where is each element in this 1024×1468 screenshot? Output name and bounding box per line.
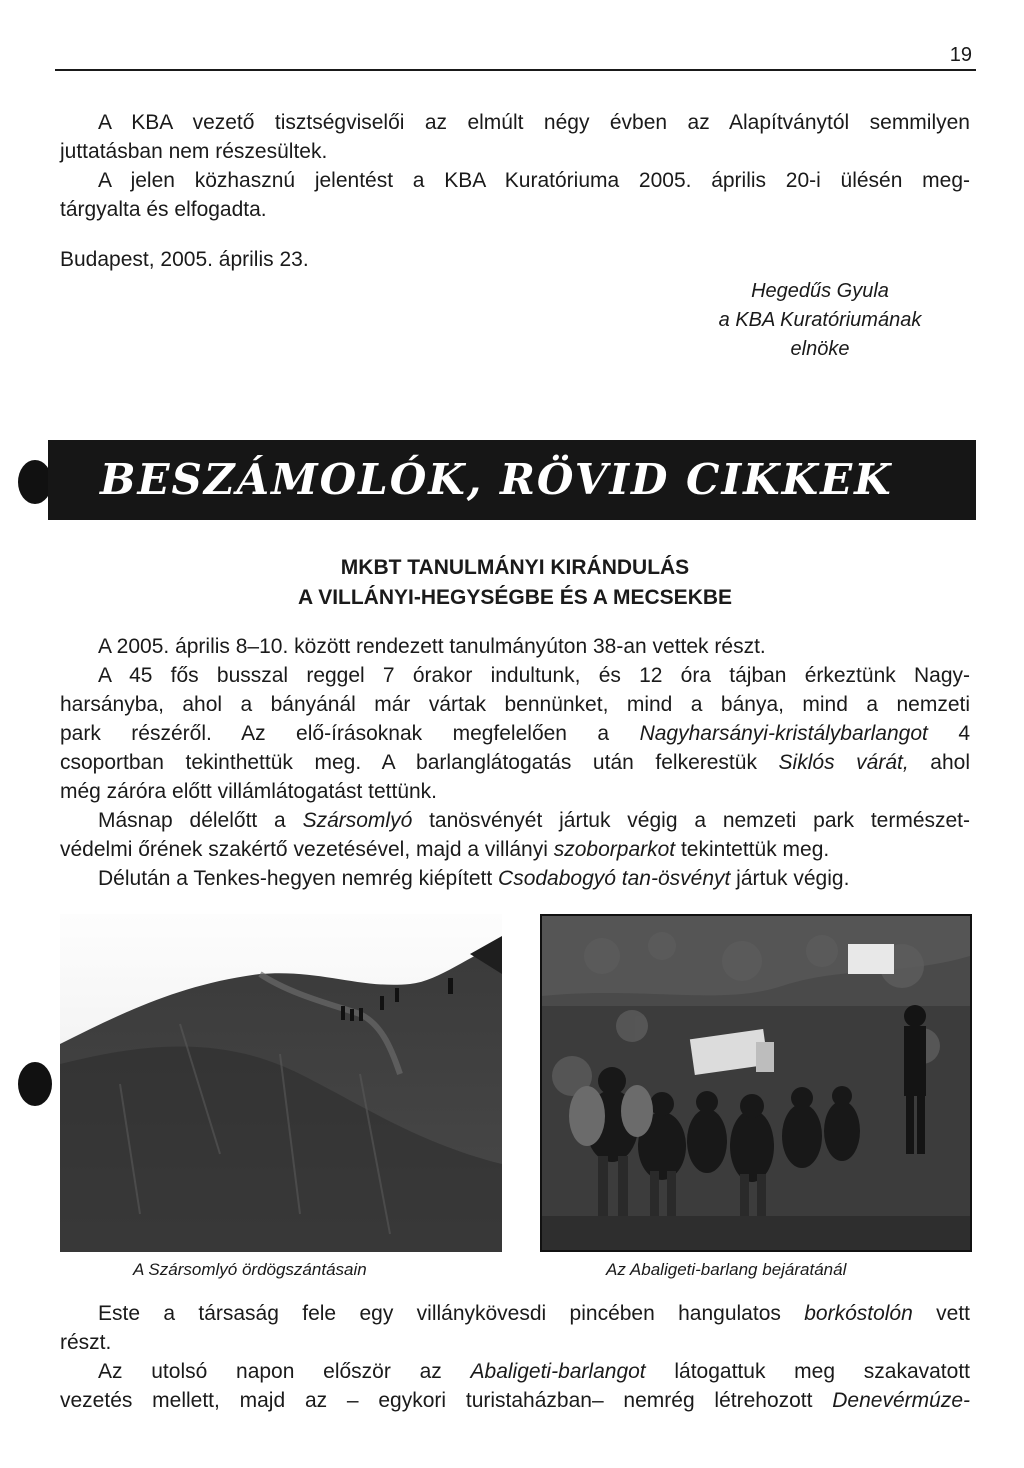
article-p5-l1-text-b: vett [912, 1302, 970, 1325]
article-p6-line-1 [60, 1357, 970, 1386]
article-p3-line-1 [60, 806, 970, 835]
signature-name: Hegedűs Gyula [751, 280, 889, 302]
intro-p2-line-1: A jelen közhasznú jelentést a KBA Kuratóriuma 2005. április 20-i ülésén meg- [98, 169, 970, 192]
article-p1-text: A 2005. április 8–10. között rendezett tanulmányúton 38-an vettek részt. [98, 635, 766, 658]
article-p3-l2-text-b: tekintettük meg. [675, 838, 830, 861]
punch-hole-top [18, 460, 52, 504]
place-date: Budapest, 2005. április 23. [60, 248, 309, 271]
article-p4-line-1 [60, 864, 970, 893]
page-number: 19 [949, 44, 972, 66]
article-p2-l4-text-a: csoportban tekinthettük meg. A barlanglátogatás után felkerestük [60, 751, 779, 774]
punch-hole-bottom [18, 1062, 52, 1106]
article-p2-l4-italic: Siklós várát, [778, 751, 909, 774]
intro-p1-line-2: juttatásban nem részesültek. [60, 140, 328, 163]
caption-left: A Szársomlyó ördögszántásain [133, 1260, 367, 1279]
article-p2-line-1: A 45 fős busszal reggel 7 órakor indultunk, és 12 óra tájban érkeztünk Nagy- [98, 664, 970, 687]
article-p6-l1-italic: Abaligeti-barlangot [470, 1360, 646, 1383]
signature-block [680, 277, 960, 364]
article-p3-l1-text-b: tanösvényét jártuk végig a nemzeti park természet- [412, 809, 971, 832]
article-p6-l2-text-a: vezetés mellett, majd az – egykori turistaházban– nemrég létrehozott [60, 1389, 833, 1412]
article-title-line-2: A VILLÁNYI-HEGYSÉGBE ÉS A MECSEKBE [297, 586, 733, 609]
photo-szarsomlyo-image [60, 914, 502, 1252]
article-title-line-1: MKBT TANULMÁNYI KIRÁNDULÁS [340, 556, 690, 579]
article-p3-l2-text-a: védelmi őrének szakértő vezetésével, majd a villányi [60, 838, 554, 861]
section-banner: BESZÁMOLÓK, RÖVID CIKKEK [48, 440, 976, 520]
article-paragraph-6 [60, 1357, 970, 1415]
article-p3-l1-text-a: Másnap délelőtt a [98, 809, 303, 832]
article-p2-line-4 [60, 748, 970, 777]
top-rule [55, 69, 976, 71]
article-p5-line-1 [60, 1299, 970, 1328]
article-p3-line-2 [60, 835, 970, 864]
article-paragraph-2 [60, 661, 970, 806]
signature-title: a KBA Kuratóriumának [718, 309, 922, 331]
intro-p2-line-2: tárgyalta és elfogadta. [60, 198, 267, 221]
article-p3-l2-italic: szoborparkot [553, 838, 676, 861]
article-p6-l1-text-a: Az utolsó napon először az [98, 1360, 471, 1383]
article-p2-l3-italic: Nagyharsányi-kristálybarlangot [639, 722, 928, 745]
article-p2-l4-text-b: ahol [908, 751, 970, 774]
photo-abaliget-cave [540, 914, 972, 1252]
article-p2-l3-text-b: 4 [927, 722, 971, 745]
article-p4-text-b: jártuk végig. [730, 867, 850, 890]
article-p2-l3-text-a: park részéről. Az elő-írásoknak megfelelően a [60, 722, 640, 745]
article-p3-l1-italic: Szársomlyó [302, 809, 413, 832]
article-paragraph-1 [60, 632, 970, 661]
article-p5-line-2: részt. [60, 1331, 112, 1354]
article-p2-line-2: harsányba, ahol a bányánál már vártak bennünket, mind a bánya, mind a nemzeti [60, 693, 970, 716]
intro-paragraph-2 [60, 166, 970, 224]
article-p4-italic: Csodabogyó tan-ösvényt [498, 867, 731, 890]
article-paragraph-3 [60, 806, 970, 864]
article-p2-line-3 [60, 719, 970, 748]
photo-szarsomlyo [60, 914, 502, 1252]
article-paragraph-5 [60, 1299, 970, 1357]
intro-p1-line-1: A KBA vezető tisztségviselői az elmúlt négy évben az Alapítványtól semmilyen [98, 111, 970, 134]
article-p6-l2-italic: Denevérmúze- [832, 1389, 970, 1412]
article-p6-l1-text-b: látogattuk meg szakavatott [645, 1360, 970, 1383]
article-p5-l1-text-a: Este a társaság fele egy villánykövesdi pincében hangulatos [98, 1302, 805, 1325]
article-p2-line-5: még záróra előtt villámlátogatást tettünk. [60, 780, 438, 803]
article-p6-line-2 [60, 1386, 970, 1415]
signature-role: elnöke [790, 338, 850, 360]
article-paragraph-4 [60, 864, 970, 893]
cave-name-sign [848, 944, 894, 974]
caption-right: Az Abaligeti-barlang bejáratánál [606, 1260, 847, 1279]
article-p4-text-a: Délután a Tenkes-hegyen nemrég kiépített [98, 867, 499, 890]
photo-abaliget-image [542, 916, 970, 1250]
article-p5-l1-italic: borkóstolón [804, 1302, 913, 1325]
intro-paragraph-1 [60, 108, 970, 166]
